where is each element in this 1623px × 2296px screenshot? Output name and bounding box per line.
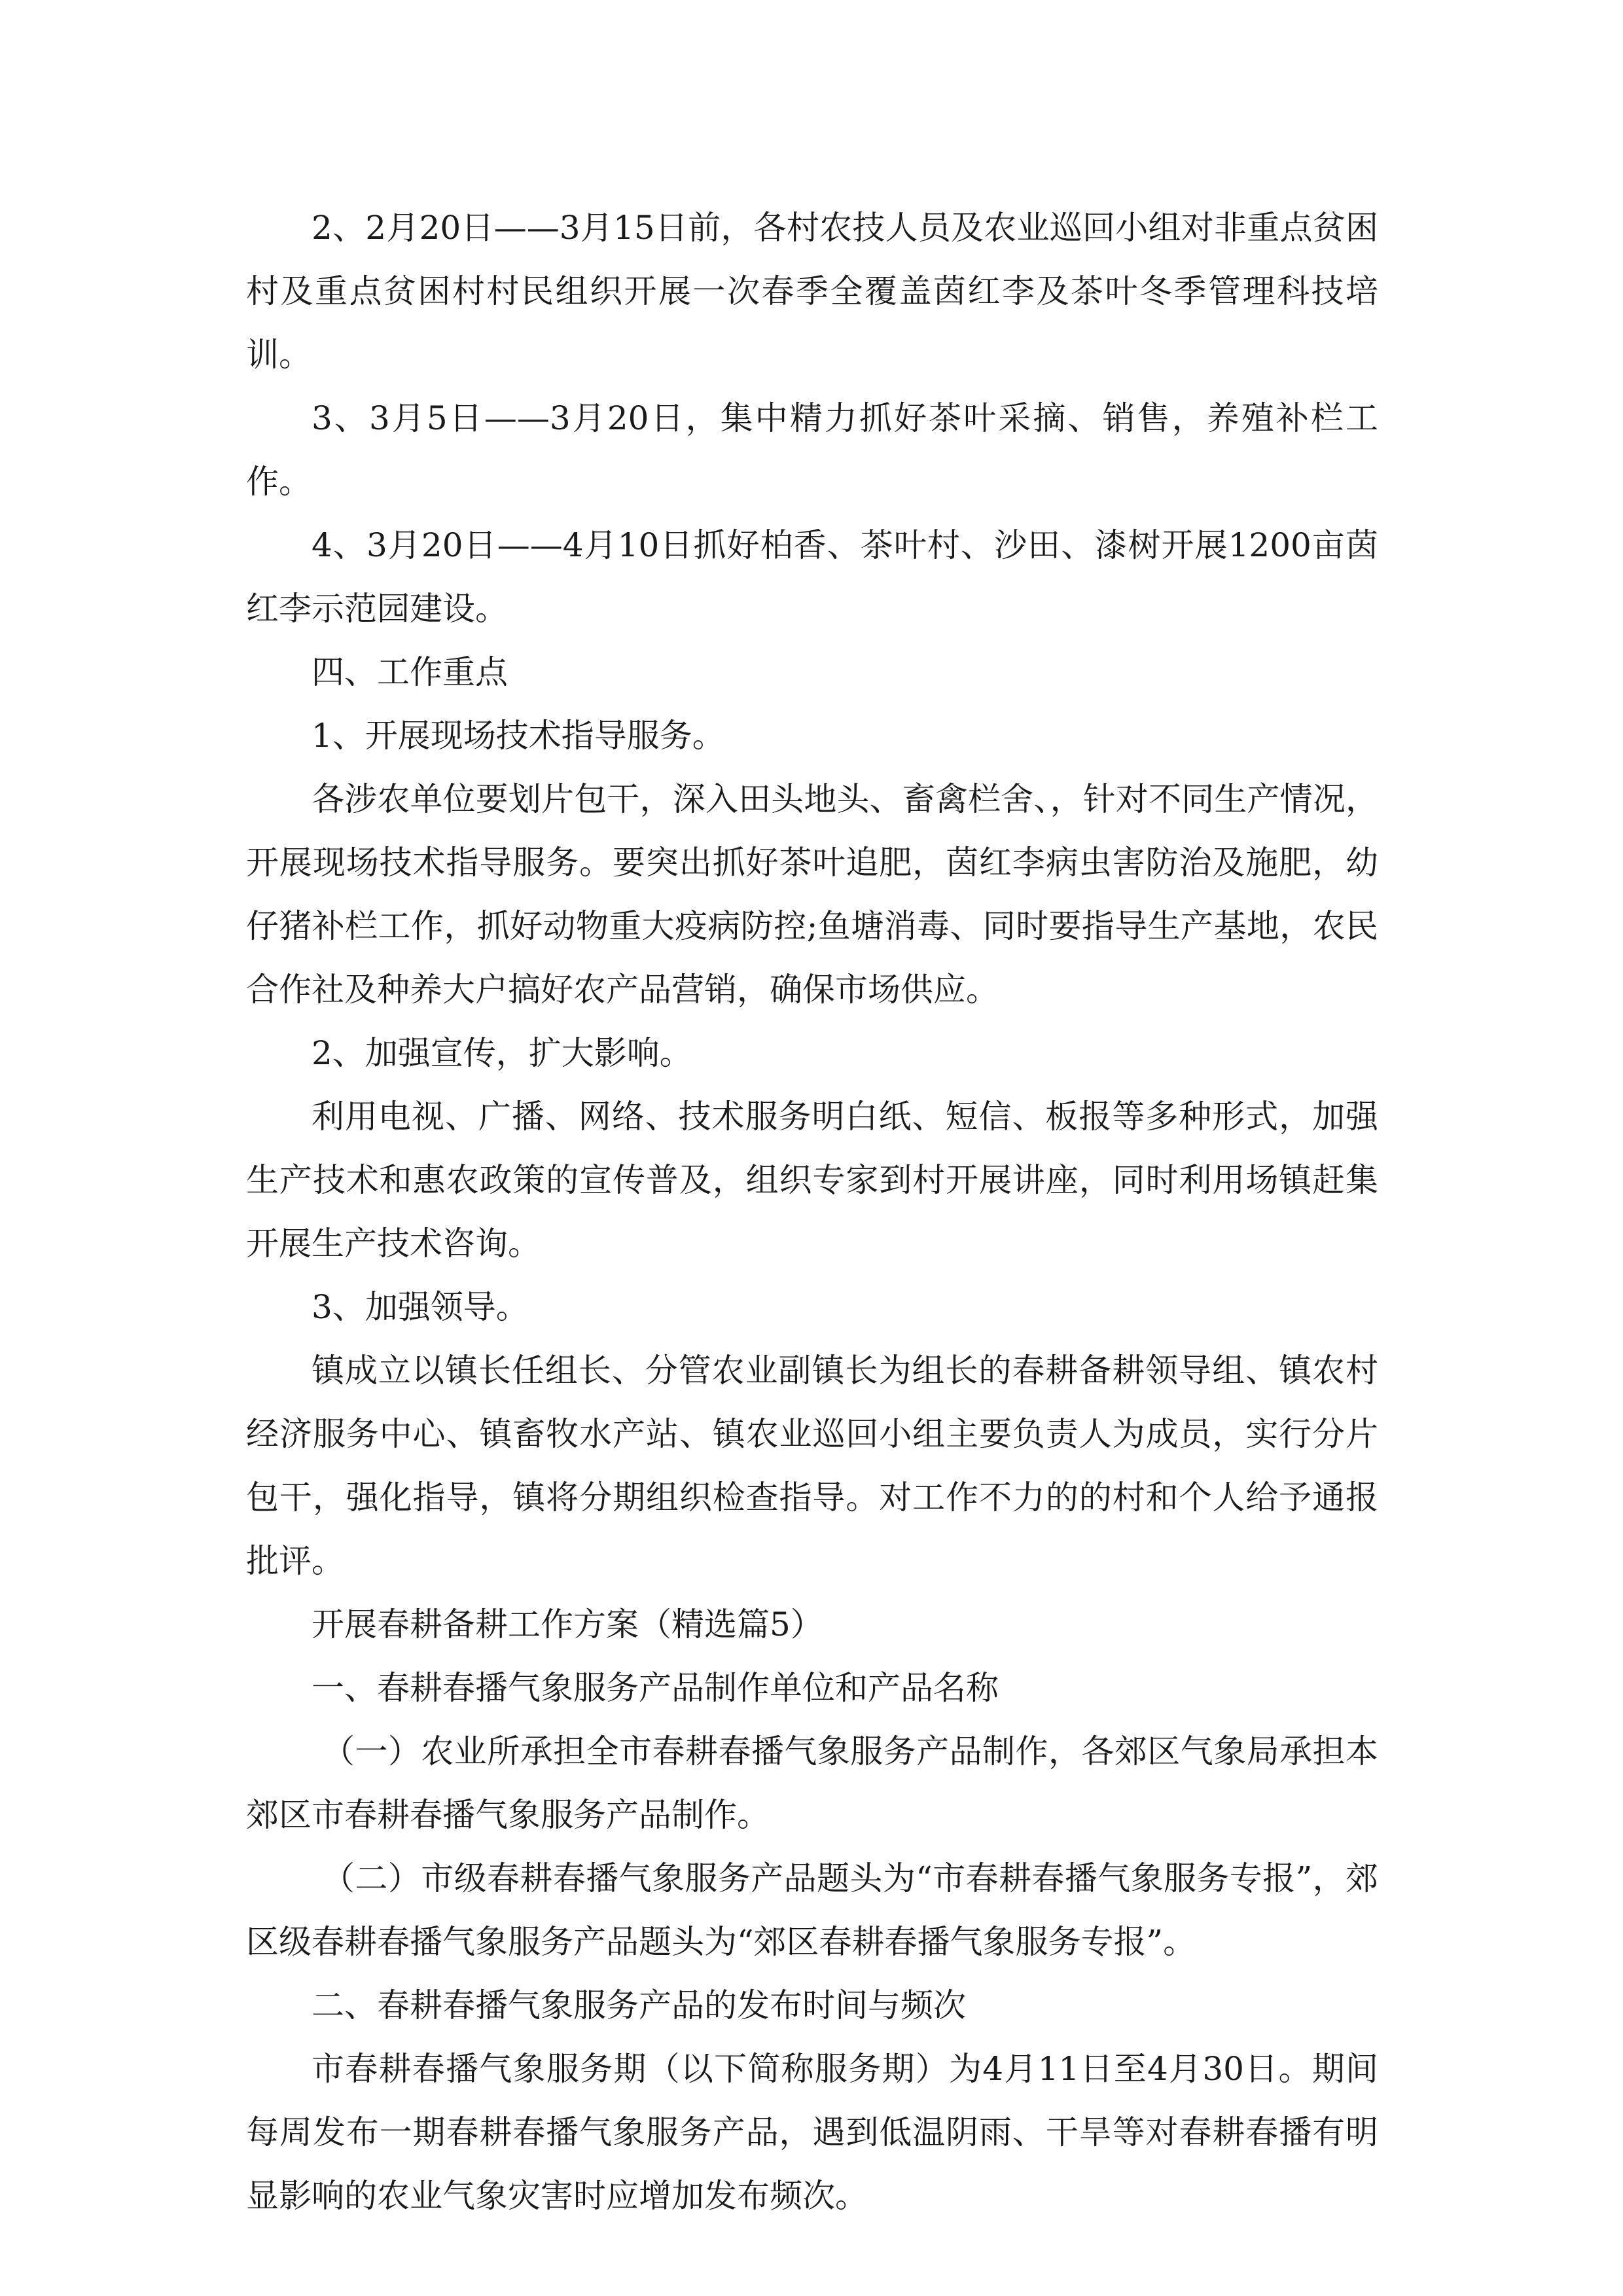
paragraph-leadership: 镇成立以镇长任组长、分管农业副镇长为组长的春耕备耕领导组、镇农村经济服务中心、镇畜牧水产站、镇农业巡回小组主要负责人为成员，实行分片包干，强化指导，镇将分期组织检查指导。对工作不力的的村和个人给予通报批评。 [246, 1352, 1378, 1580]
paragraph-release-time: 市春耕春播气象服务期（以下简称服务期）为4月11日至4月30日。期间每周发布一期春耕春播气象服务产品，遇到低温阴雨、干旱等对春耕春播有明显影响的农业气象灾害时应增加发布频次。 [246, 2050, 1378, 2215]
paragraph-schedule-4: 4、3月20日——4月10日抓好柏香、茶叶村、沙田、漆树开展1200亩茵红李示范园建设。 [246, 526, 1378, 628]
paragraph-units-2: （二）市级春耕春播气象服务产品题头为“市春耕春播气象服务专报”，郊区级春耕春播气象服务产品题头为“郊区春耕春播气象服务专报”。 [246, 1859, 1378, 1961]
document-page [246, 196, 1378, 2228]
section-heading-units: 一、春耕春播气象服务产品制作单位和产品名称 [312, 1669, 999, 1707]
subheading-publicity: 2、加强宣传，扩大影响。 [312, 1034, 692, 1072]
article-title-5: 开展春耕备耕工作方案（精选篇5） [312, 1605, 823, 1643]
subheading-onsite-guidance: 1、开展现场技术指导服务。 [312, 717, 725, 755]
section-heading-release-time: 二、春耕春播气象服务产品的发布时间与频次 [312, 1986, 966, 2024]
paragraph-schedule-2: 2、2月20日——3月15日前，各村农技人员及农业巡回小组对非重点贫困村及重点贫困村村民组织开展一次春季全覆盖茵红李及茶叶冬季管理科技培训。 [246, 209, 1378, 374]
paragraph-schedule-3: 3、3月5日——3月20日，集中精力抓好茶叶采摘、销售，养殖补栏工作。 [246, 399, 1378, 501]
paragraph-onsite-guidance: 各涉农单位要划片包干，深入田头地头、畜禽栏舍、，针对不同生产情况，开展现场技术指导服务。要突出抓好茶叶追肥，茵红李病虫害防治及施肥，幼仔猪补栏工作，抓好动物重大疫病防控;鱼塘消毒、同时要指导生产基地，农民合作社及种养大户搞好农产品营销，确保市场供应。 [246, 780, 1378, 1009]
paragraph-units-1: （一）农业所承担全市春耕春播气象服务产品制作，各郊区气象局承担本郊区市春耕春播气象服务产品制作。 [246, 1732, 1378, 1834]
section-heading-work-focus: 四、工作重点 [312, 653, 508, 691]
paragraph-publicity: 利用电视、广播、网络、技术服务明白纸、短信、板报等多种形式，加强生产技术和惠农政策的宣传普及，组织专家到村开展讲座，同时利用场镇赶集开展生产技术咨询。 [246, 1098, 1378, 1263]
subheading-leadership: 3、加强领导。 [312, 1288, 529, 1326]
